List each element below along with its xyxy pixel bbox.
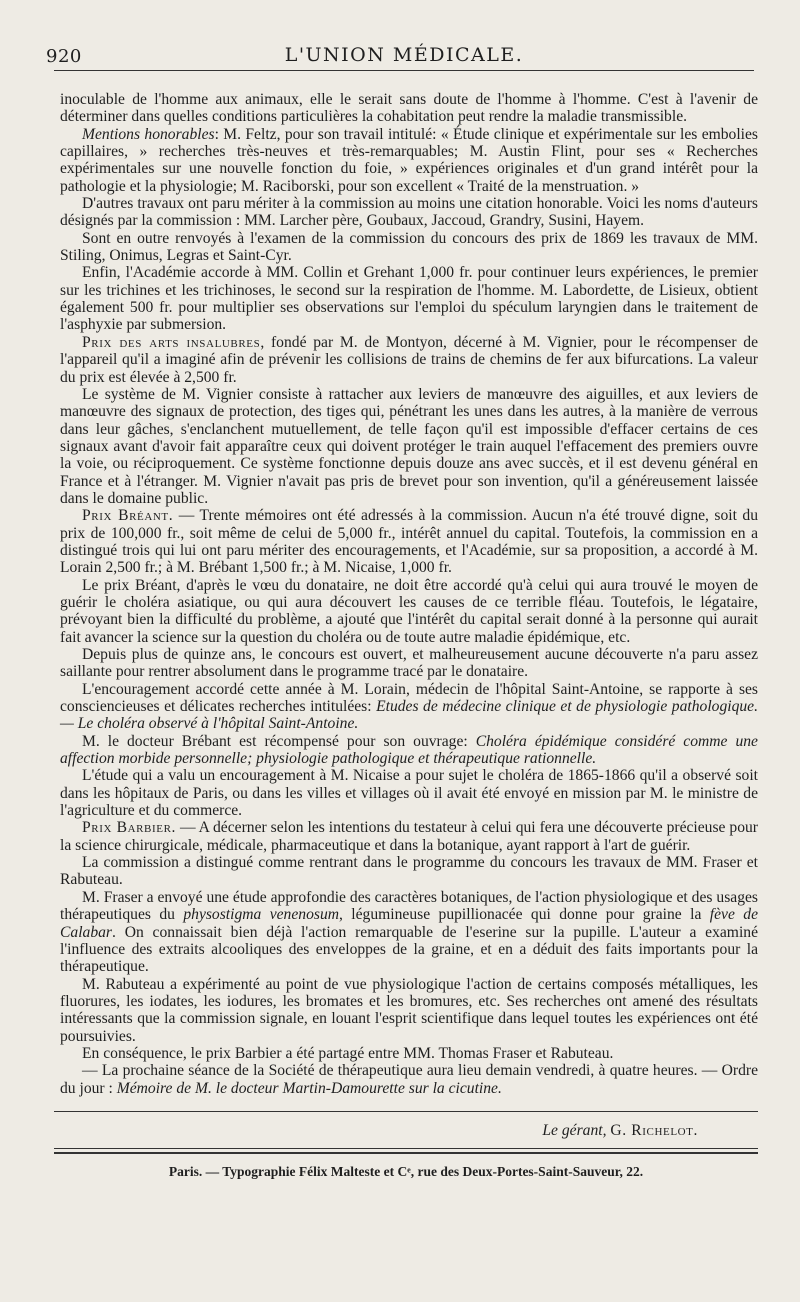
text-run: inoculable de l'homme aux animaux, elle le serait sans doute de l'homme à l'homme. C'est à l'avenir de déterminer dans quelles conditions particulières la cohabitation peut rendre la maladie transmissible. bbox=[60, 91, 758, 126]
page-number: 920 bbox=[46, 46, 82, 67]
text-run: — A décerner selon les intentions du testateur à celui qui fera une découverte précieuse pour la science chirurgicale, médicale, pharmaceutique et dans la botanique, ayant rapport à l'art de guérir. bbox=[60, 819, 758, 854]
paragraph bbox=[60, 819, 758, 854]
italic-run: Mémoire de M. le docteur Martin-Damourette sur la cicutine. bbox=[116, 1079, 502, 1097]
paragraph bbox=[60, 264, 758, 333]
text-run: Le prix Bréant, d'après le vœu du donataire, ne doit être accordé qu'à celui qui aura trouvé le moyen de guérir le choléra asiatique, ou qui aura découvert les causes de ce terrible fléau. Toutefois, le légataire, prévoyant bien la difficulté du problème, a ajouté que l'intérêt du capital serait donné à la personne qui aurait fait avancer la science sur la question du choléra ou de toute autre maladie épidémique, etc. bbox=[60, 576, 758, 646]
text-run: La commission a distingué comme rentrant dans le programme du concours les travaux de MM. Fraser et Rabuteau. bbox=[60, 854, 758, 889]
text-run: — La prochaine séance de la Société de thérapeutique aura lieu demain vendredi, à quatre heures. — Ordre du jour : bbox=[60, 1062, 758, 1097]
paragraph bbox=[60, 386, 758, 507]
text-run: L'encouragement accordé cette année à M. Lorain, médecin de l'hôpital Saint-Antoine, se rapporte à ses consciencieuses et délicates recherches intitulées: bbox=[60, 680, 758, 716]
paragraph bbox=[60, 507, 758, 576]
text-run: Sont en outre renvoyés à l'examen de la commission du concours des prix de 1869 les travaux de MM. Stiling, Onimus, Legras et Saint-Cyr. bbox=[60, 229, 758, 265]
page-header bbox=[46, 0, 754, 71]
paragraph bbox=[60, 767, 758, 819]
paragraph bbox=[60, 1062, 758, 1097]
paragraph bbox=[60, 91, 758, 126]
text-run: , fondé par M. de Montyon, décerné à M. Vignier, pour le récompenser de l'appareil qu'il a imaginé afin de prévenir les collisions de trains de chemins de fer aux bifurcations. La valeur du prix est élevée à 2,500 fr. bbox=[60, 333, 758, 386]
small-caps-run: Prix des arts insalubres bbox=[82, 333, 261, 351]
paragraph bbox=[60, 976, 758, 1045]
text-run: . On connaissait bien déjà l'action remarquable de l'eserine sur la pupille. L'auteur a examiné l'influence des extraits alcooliques des enveloppes de la graine, et en a déduit des faits importants pour la thérapeutique. bbox=[60, 923, 758, 976]
manager-signoff bbox=[54, 1111, 758, 1140]
text-run: D'autres travaux ont paru mériter à la commission au moins une citation honorable. Voici les noms d'auteurs désignés par la commission : MM. Larcher père, Goubaux, Jaccoud, Grandry, Susini, Hayem. bbox=[60, 195, 758, 230]
text-run: Enfin, l'Académie accorde à MM. Collin et Grehant 1,000 fr. pour continuer leurs expériences, le premier sur les trichines et les trichinoses, le second sur la respiration de l'homme. M. Labordette, de Lisieux, obtient également 500 fr. pour multiplier ses observations sur l'emploi du spéculum laryngien dans le traitement de l'asphyxie par submersion. bbox=[60, 264, 758, 334]
text-run: En conséquence, le prix Barbier a été partagé entre MM. Thomas Fraser et Rabuteau. bbox=[82, 1044, 614, 1062]
text-run: M. Rabuteau a expérimenté au point de vue physiologique l'action de certains composés métalliques, les fluorures, les iodates, les iodures, les bromates et les bromures, etc. Ses recherches ont amené des résultats intéressants que la commission signale, en louant l'esprit scientifique dans lequel toutes les expériences ont été poursuivies. bbox=[60, 975, 758, 1045]
paragraph bbox=[60, 577, 758, 646]
text-run: — Trente mémoires ont été adressés à la commission. Aucun n'a été trouvé digne, soit du prix de 100,000 fr., soit même de celui de 5,000 fr., intérêt annuel du capital. Toutefois, la commission en a distingué trois qui lui ont paru mériter des encouragements, et l'Académie, sur sa proposition, a accordé à M. Lorain 2,500 fr.; à M. Brébant 1,500 fr.; à M. Nicaise, 1,000 fr. bbox=[60, 507, 758, 577]
paragraph bbox=[60, 681, 758, 733]
paragraph bbox=[60, 126, 758, 195]
paragraph bbox=[60, 733, 758, 768]
text-run: Depuis plus de quinze ans, le concours est ouvert, et malheureusement aucune découverte n'a paru assez saillante pour rentrer absolument dans le programme tracé par le donataire. bbox=[60, 646, 758, 681]
paragraph bbox=[60, 230, 758, 265]
paragraph bbox=[60, 889, 758, 976]
article-body bbox=[60, 91, 758, 1097]
paragraph bbox=[60, 1045, 758, 1062]
italic-run: Choléra épidémique considéré comme une affection morbide personnelle; physiologie pathologique et thérapeutique rationnelle. bbox=[60, 732, 758, 768]
text-run: : M. Feltz, pour son travail intitulé: « Étude clinique et expérimentale sur les embolies capillaires, » recherches très-neuves et très-remarquables; M. Austin Flint, pour ses « Recherches expérimentales sur une nouvelle fonction du foie, » expériences originales et d'un grand intérêt pour la pathologie et la physiologie; M. Raciborski, pour son excellent « Traité de la menstruation. » bbox=[60, 125, 758, 195]
italic-run: Mentions honorables bbox=[82, 125, 215, 143]
paragraph bbox=[60, 334, 758, 386]
manager-name: G. Richelot. bbox=[610, 1121, 698, 1139]
running-title: L'UNION MÉDICALE. bbox=[284, 44, 524, 66]
paragraph bbox=[60, 646, 758, 681]
text-run: L'étude qui a valu un encouragement à M. Nicaise a pour sujet le choléra de 1865-1866 qu'il a observé soit dans les hôpitaux de Paris, ou dans les villes et villages où il avait été envoyé en mission par M. le ministre de l'agriculture et du commerce. bbox=[60, 767, 758, 820]
paragraph bbox=[60, 854, 758, 889]
footer-rule bbox=[54, 1148, 758, 1154]
manager-prefix: Le gérant, bbox=[542, 1121, 607, 1139]
small-caps-run: Prix Barbier. bbox=[82, 819, 177, 837]
paragraph bbox=[60, 195, 758, 230]
italic-run: physostigma venenosum bbox=[183, 906, 339, 924]
small-caps-run: Prix Bréant. bbox=[82, 507, 174, 525]
text-run: M. le docteur Brébant est récompensé pour son ouvrage: bbox=[82, 732, 476, 750]
printer-imprint: Paris. — Typographie Félix Malteste et Cᵉ, rue des Deux-Portes-Saint-Sauveur, 22. bbox=[168, 1163, 644, 1179]
text-run: Le système de M. Vignier consiste à rattacher aux leviers de manœuvre des aiguilles, et aux leviers de manœuvre des signaux de protection, des tiges qui, pénétrant les unes dans les autres, à la manière de verrous dans leur gâches, s'enclanchent mutuellement, de telle façon qu'il est impossible d'effacer certains de ces signaux avant d'avoir fait apparaître ceux qui doivent protéger le train auquel l'effacement des premiers ouvre la voie, ou réciproquement. Ce système fonctionne depuis douze ans avec succès, et il est devenu général en France et à l'étranger. M. Vignier n'avait pas pris de brevet pour son invention, qu'il a généreusement laissée dans le domaine public. bbox=[60, 385, 758, 507]
italic-run: Etudes de médecine clinique et de physiologie pathologique. — Le choléra observé à l'hôpital Saint-Antoine. bbox=[60, 698, 758, 733]
text-run: , légumineuse pupillionacée qui donne pour graine la bbox=[339, 906, 710, 924]
text-run: M. Fraser a envoyé une étude approfondie des caractères botaniques, de l'action physiologique et des usages thérapeutiques du bbox=[60, 888, 758, 924]
italic-run: fève de Calabar bbox=[60, 906, 758, 941]
